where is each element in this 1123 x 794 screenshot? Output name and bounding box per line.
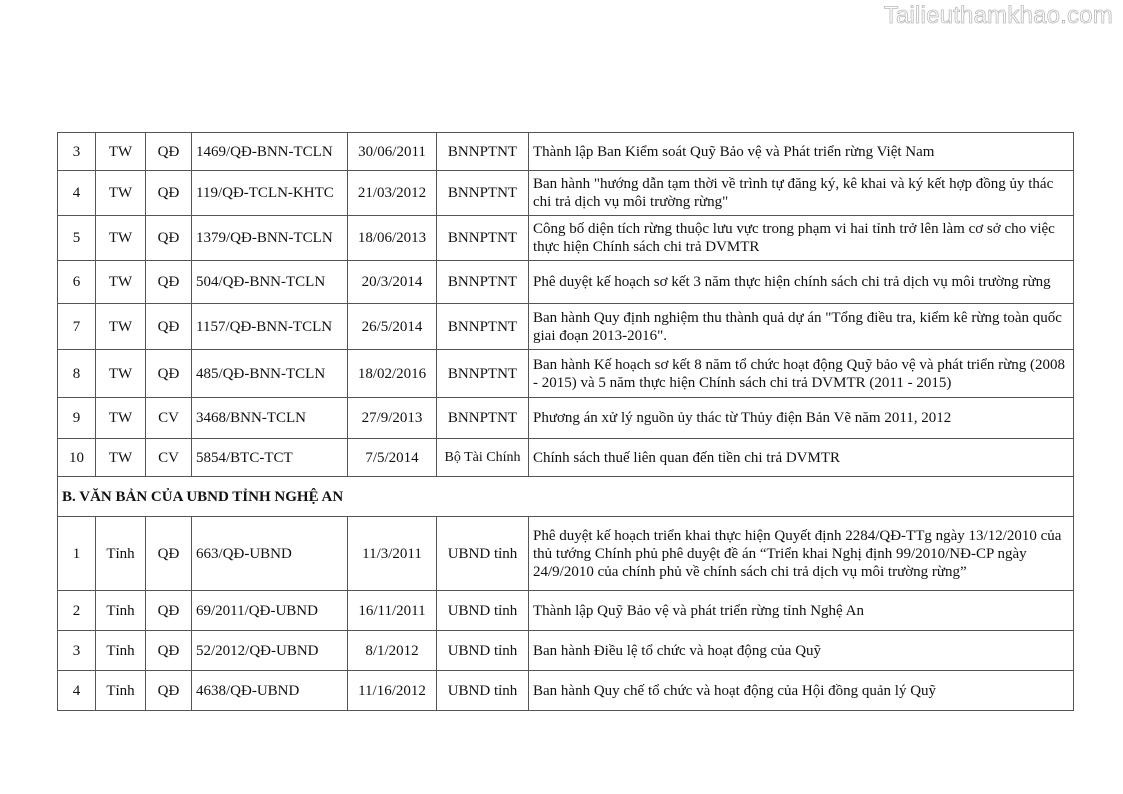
table-row: [58, 439, 1074, 477]
table-row: [58, 171, 1074, 216]
agency-cell: BNNPTNT: [437, 261, 529, 304]
stt-cell: 3: [58, 133, 96, 171]
summary-cell: Công bố diện tích rừng thuộc lưu vực trong phạm vi hai tỉnh trở lên làm cơ sở cho việc thực hiện Chính sách chi trả DVMTR: [529, 216, 1074, 261]
stt-cell: 4: [58, 171, 96, 216]
summary-cell: Phê duyệt kế hoạch sơ kết 3 năm thực hiện chính sách chi trả dịch vụ môi trường rừng: [529, 261, 1074, 304]
type-cell: QĐ: [146, 517, 192, 591]
date-cell: 11/16/2012: [348, 671, 437, 711]
agency-cell: BNNPTNT: [437, 304, 529, 350]
stt-cell: 10: [58, 439, 96, 477]
level-cell: TW: [96, 398, 146, 439]
level-cell: Tỉnh: [96, 591, 146, 631]
agency-cell: UBND tỉnh: [437, 671, 529, 711]
table-row: [58, 398, 1074, 439]
summary-cell: Chính sách thuế liên quan đến tiền chi trả DVMTR: [529, 439, 1074, 477]
type-cell: CV: [146, 439, 192, 477]
doc-number-cell: 504/QĐ-BNN-TCLN: [192, 261, 348, 304]
type-cell: QĐ: [146, 350, 192, 398]
type-cell: QĐ: [146, 591, 192, 631]
date-cell: 21/03/2012: [348, 171, 437, 216]
type-cell: QĐ: [146, 631, 192, 671]
date-cell: 8/1/2012: [348, 631, 437, 671]
doc-number-cell: 485/QĐ-BNN-TCLN: [192, 350, 348, 398]
agency-cell: BNNPTNT: [437, 350, 529, 398]
agency-cell: BNNPTNT: [437, 171, 529, 216]
table-row: [58, 350, 1074, 398]
level-cell: Tỉnh: [96, 631, 146, 671]
level-cell: TW: [96, 171, 146, 216]
date-cell: 18/02/2016: [348, 350, 437, 398]
level-cell: TW: [96, 133, 146, 171]
table-row: [58, 304, 1074, 350]
type-cell: QĐ: [146, 216, 192, 261]
level-cell: Tỉnh: [96, 517, 146, 591]
table-row: [58, 133, 1074, 171]
table-row: [58, 517, 1074, 591]
agency-cell: BNNPTNT: [437, 133, 529, 171]
summary-cell: Thành lập Quỹ Bảo vệ và phát triển rừng tỉnh Nghệ An: [529, 591, 1074, 631]
section-header-row: [58, 477, 1074, 517]
doc-number-cell: 3468/BNN-TCLN: [192, 398, 348, 439]
date-cell: 11/3/2011: [348, 517, 437, 591]
type-cell: CV: [146, 398, 192, 439]
stt-cell: 9: [58, 398, 96, 439]
summary-cell: Ban hành Quy định nghiệm thu thành quả dự án "Tổng điều tra, kiểm kê rừng toàn quốc giai đoạn 2013-2016".: [529, 304, 1074, 350]
table-row: [58, 671, 1074, 711]
summary-cell: Ban hành Quy chế tổ chức và hoạt động của Hội đồng quản lý Quỹ: [529, 671, 1074, 711]
type-cell: QĐ: [146, 671, 192, 711]
stt-cell: 4: [58, 671, 96, 711]
watermark-text: Tailieuthamkhao.com: [883, 2, 1113, 29]
agency-cell: UBND tỉnh: [437, 517, 529, 591]
level-cell: Tỉnh: [96, 671, 146, 711]
doc-number-cell: 119/QĐ-TCLN-KHTC: [192, 171, 348, 216]
level-cell: TW: [96, 304, 146, 350]
date-cell: 30/06/2011: [348, 133, 437, 171]
doc-number-cell: 1157/QĐ-BNN-TCLN: [192, 304, 348, 350]
summary-cell: Thành lập Ban Kiểm soát Quỹ Bảo vệ và Phát triển rừng Việt Nam: [529, 133, 1074, 171]
type-cell: QĐ: [146, 304, 192, 350]
agency-cell: Bộ Tài Chính: [437, 439, 529, 477]
type-cell: QĐ: [146, 171, 192, 216]
summary-cell: Phê duyệt kế hoạch triển khai thực hiện Quyết định 2284/QĐ-TTg ngày 13/12/2010 của thủ tướng Chính phủ phê duyệt đề án “Triển khai Nghị định 99/2010/NĐ-CP ngày 24/9/2010 của chính phủ về chính sách chi trả dịch vụ môi trường rừng”: [529, 517, 1074, 591]
summary-cell: Ban hành "hướng dẫn tạm thời về trình tự đăng ký, kê khai và ký kết hợp đồng ủy thác chi trả dịch vụ môi trường rừng": [529, 171, 1074, 216]
agency-cell: BNNPTNT: [437, 398, 529, 439]
stt-cell: 8: [58, 350, 96, 398]
agency-cell: BNNPTNT: [437, 216, 529, 261]
date-cell: 18/06/2013: [348, 216, 437, 261]
type-cell: QĐ: [146, 133, 192, 171]
summary-cell: Ban hành Điều lệ tổ chức và hoạt động của Quỹ: [529, 631, 1074, 671]
stt-cell: 5: [58, 216, 96, 261]
level-cell: TW: [96, 261, 146, 304]
stt-cell: 2: [58, 591, 96, 631]
section-b-title: B. VĂN BẢN CỦA UBND TỈNH NGHỆ AN: [58, 477, 1074, 517]
doc-number-cell: 663/QĐ-UBND: [192, 517, 348, 591]
doc-number-cell: 1379/QĐ-BNN-TCLN: [192, 216, 348, 261]
date-cell: 26/5/2014: [348, 304, 437, 350]
level-cell: TW: [96, 216, 146, 261]
agency-cell: UBND tỉnh: [437, 591, 529, 631]
table-row: [58, 216, 1074, 261]
date-cell: 7/5/2014: [348, 439, 437, 477]
stt-cell: 7: [58, 304, 96, 350]
table-row: [58, 631, 1074, 671]
date-cell: 27/9/2013: [348, 398, 437, 439]
doc-number-cell: 52/2012/QĐ-UBND: [192, 631, 348, 671]
doc-number-cell: 4638/QĐ-UBND: [192, 671, 348, 711]
date-cell: 16/11/2011: [348, 591, 437, 631]
stt-cell: 3: [58, 631, 96, 671]
summary-cell: Phương án xử lý nguồn ủy thác từ Thủy điện Bản Vẽ năm 2011, 2012: [529, 398, 1074, 439]
level-cell: TW: [96, 439, 146, 477]
agency-cell: UBND tỉnh: [437, 631, 529, 671]
stt-cell: 6: [58, 261, 96, 304]
table-row: [58, 591, 1074, 631]
document-table: [57, 132, 1074, 711]
summary-cell: Ban hành Kế hoạch sơ kết 8 năm tổ chức hoạt động Quỹ bảo vệ và phát triển rừng (2008 - 2015) và 5 năm thực hiện Chính sách chi trả DVMTR (2011 - 2015): [529, 350, 1074, 398]
type-cell: QĐ: [146, 261, 192, 304]
doc-number-cell: 5854/BTC-TCT: [192, 439, 348, 477]
doc-number-cell: 69/2011/QĐ-UBND: [192, 591, 348, 631]
level-cell: TW: [96, 350, 146, 398]
stt-cell: 1: [58, 517, 96, 591]
table-row: [58, 261, 1074, 304]
doc-number-cell: 1469/QĐ-BNN-TCLN: [192, 133, 348, 171]
date-cell: 20/3/2014: [348, 261, 437, 304]
